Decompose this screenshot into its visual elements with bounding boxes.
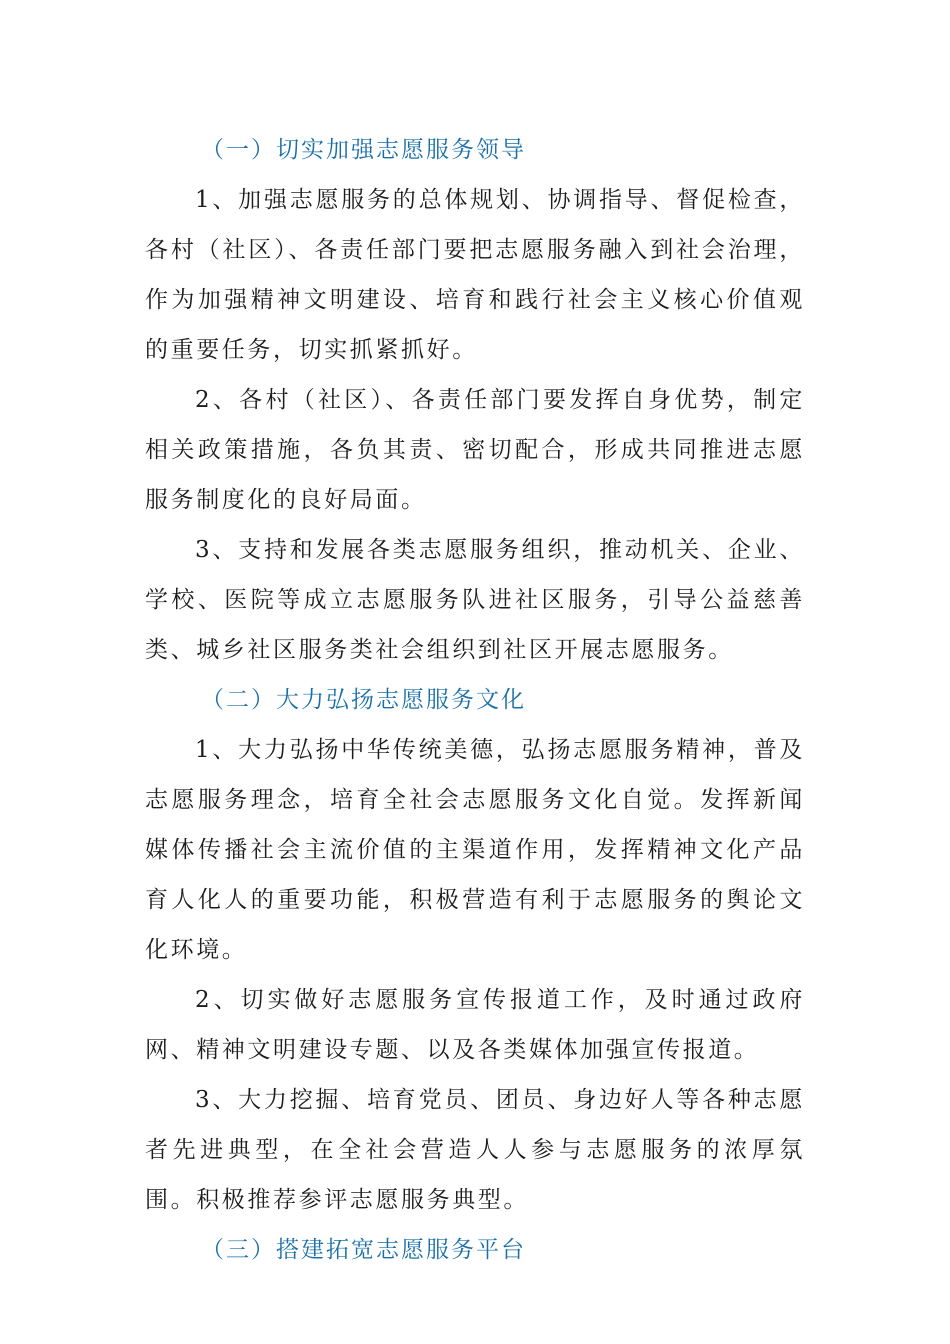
section-heading-3: （三）搭建拓宽志愿服务平台 bbox=[201, 1237, 526, 1263]
paragraph-1-3: 3、支持和发展各类志愿服务组织，推动机关、企业、学校、医院等成立志愿服务队进社区服务，引导公益慈善类、城乡社区服务类社会组织到社区开展志愿服务。 bbox=[145, 537, 805, 663]
paragraph-2-1: 1、大力弘扬中华传统美德，弘扬志愿服务精神，普及志愿服务理念，培育全社会志愿服务文化自觉。发挥新闻媒体传播社会主流价值的主渠道作用，发挥精神文化产品育人化人的重要功能，积极营造有利于志愿服务的舆论文化环境。 bbox=[145, 737, 805, 963]
paragraph-2-2: 2、切实做好志愿服务宣传报道工作，及时通过政府网、精神文明建设专题、以及各类媒体加强宣传报道。 bbox=[145, 987, 805, 1063]
document-body bbox=[145, 125, 805, 1275]
paragraph-1-1: 1、加强志愿服务的总体规划、协调指导、督促检查，各村（社区）、各责任部门要把志愿服务融入到社会治理，作为加强精神文明建设、培育和践行社会主义核心价值观的重要任务，切实抓紧抓好。 bbox=[145, 187, 805, 363]
paragraph-1-2: 2、各村（社区）、各责任部门要发挥自身优势，制定相关政策措施，各负其责、密切配合，形成共同推进志愿服务制度化的良好局面。 bbox=[145, 387, 805, 513]
paragraph-2-3: 3、大力挖掘、培育党员、团员、身边好人等各种志愿者先进典型，在全社会营造人人参与志愿服务的浓厚氛围。积极推荐参评志愿服务典型。 bbox=[145, 1087, 805, 1213]
section-heading-2: （二）大力弘扬志愿服务文化 bbox=[201, 687, 526, 713]
section-heading-1: （一）切实加强志愿服务领导 bbox=[201, 137, 526, 163]
